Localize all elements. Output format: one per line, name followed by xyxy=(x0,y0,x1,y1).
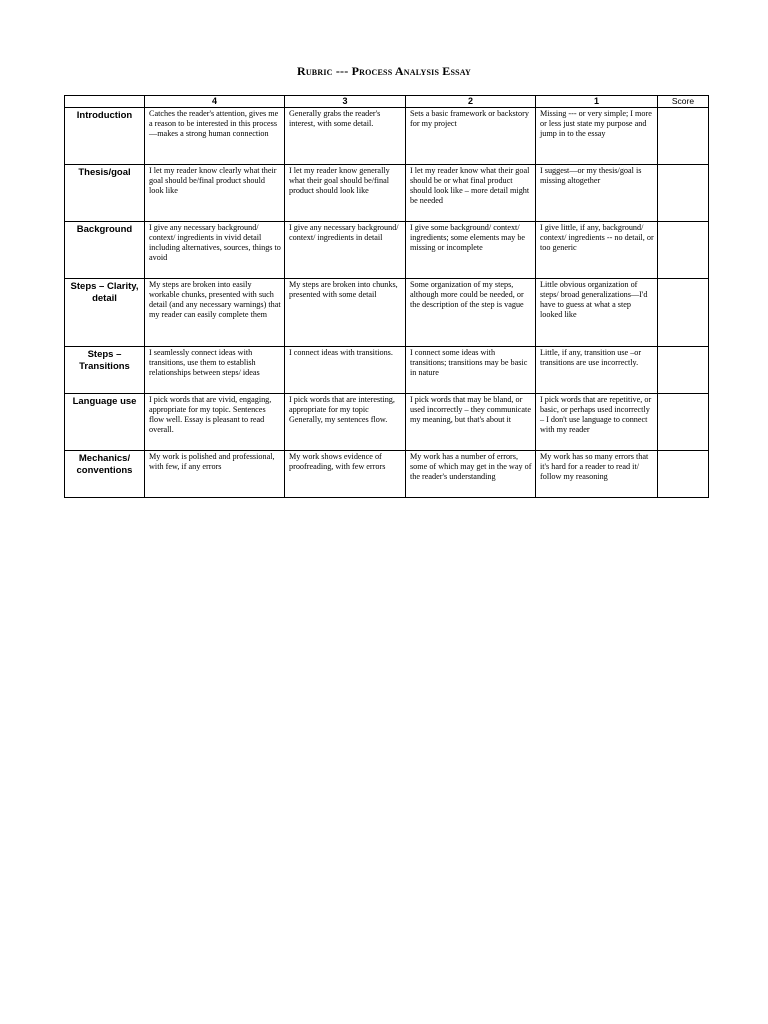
descriptor-1: My work has so many errors that it's hard for a reader to read it/ follow my reasoning xyxy=(536,451,658,498)
score-cell xyxy=(658,394,709,451)
rubric-table xyxy=(64,95,709,498)
descriptor-4: I pick words that are vivid, engaging, appropriate for my topic. Sentences flow well. Essay is pleasant to read overall. xyxy=(145,394,285,451)
descriptor-3: I pick words that are interesting, appropriate for my topic Generally, my sentences flow. xyxy=(285,394,406,451)
criterion-label: Background xyxy=(65,222,145,279)
rubric-row-introduction xyxy=(65,108,709,165)
rubric-row-steps-clarity xyxy=(65,279,709,347)
descriptor-1: Little, if any, transition use –or transitions are use incorrectly. xyxy=(536,347,658,394)
descriptor-2: I connect some ideas with transitions; transitions may be basic in nature xyxy=(406,347,536,394)
header-score-4: 4 xyxy=(145,96,285,108)
header-score-3: 3 xyxy=(285,96,406,108)
rubric-header-row xyxy=(65,96,709,108)
score-cell xyxy=(658,165,709,222)
header-score-1: 1 xyxy=(536,96,658,108)
descriptor-1: Little obvious organization of steps/ broad generalizations—I'd have to guess at what a step looked like xyxy=(536,279,658,347)
descriptor-2: Sets a basic framework or backstory for my project xyxy=(406,108,536,165)
criterion-label: Language use xyxy=(65,394,145,451)
descriptor-2: I give some background/ context/ ingredients; some elements may be missing or incomplete xyxy=(406,222,536,279)
descriptor-4: I give any necessary background/ context/ ingredients in vivid detail including alternatives, sources, things to avoid xyxy=(145,222,285,279)
header-criterion xyxy=(65,96,145,108)
score-cell xyxy=(658,347,709,394)
header-score-2: 2 xyxy=(406,96,536,108)
descriptor-1: I pick words that are repetitive, or basic, or perhaps used incorrectly – I don't use language to connect with my reader xyxy=(536,394,658,451)
descriptor-2: Some organization of my steps, although more could be needed, or the description of the step is vague xyxy=(406,279,536,347)
rubric-row-steps-transitions xyxy=(65,347,709,394)
descriptor-1: I give little, if any, background/ context/ ingredients -- no detail, or too generic xyxy=(536,222,658,279)
page-title: Rubric --- Process Analysis Essay xyxy=(296,64,472,78)
descriptor-3: My work shows evidence of proofreading, with few errors xyxy=(285,451,406,498)
descriptor-2: I pick words that may be bland, or used incorrectly – they communicate my meaning, but that's about it xyxy=(406,394,536,451)
rubric-row-mechanics xyxy=(65,451,709,498)
descriptor-3: Generally grabs the reader's interest, with some detail. xyxy=(285,108,406,165)
criterion-label: Mechanics/ conventions xyxy=(65,451,145,498)
descriptor-1: Missing --- or very simple; I more or less just state my purpose and jump in to the essay xyxy=(536,108,658,165)
rubric-row-thesis-goal xyxy=(65,165,709,222)
descriptor-4: My steps are broken into easily workable chunks, presented with such detail (and any necessary warnings) that my reader can easily complete them xyxy=(145,279,285,347)
descriptor-4: I seamlessly connect ideas with transitions, use them to establish relationships between steps/ ideas xyxy=(145,347,285,394)
descriptor-3: My steps are broken into chunks, presented with some detail xyxy=(285,279,406,347)
criterion-label: Thesis/goal xyxy=(65,165,145,222)
descriptor-3: I let my reader know generally what their goal should be/final product should look like xyxy=(285,165,406,222)
descriptor-2: I let my reader know what their goal should be or what final product should look like – more detail might be needed xyxy=(406,165,536,222)
score-cell xyxy=(658,279,709,347)
descriptor-3: I connect ideas with transitions. xyxy=(285,347,406,394)
score-cell xyxy=(658,222,709,279)
score-cell xyxy=(658,108,709,165)
score-cell xyxy=(658,451,709,498)
criterion-label: Introduction xyxy=(65,108,145,165)
descriptor-4: Catches the reader's attention, gives me a reason to be interested in this process—makes a strong human connection xyxy=(145,108,285,165)
descriptor-1: I suggest—or my thesis/goal is missing altogether xyxy=(536,165,658,222)
criterion-label: Steps – Transitions xyxy=(65,347,145,394)
descriptor-4: I let my reader know clearly what their goal should be/final product should look like xyxy=(145,165,285,222)
descriptor-2: My work has a number of errors, some of which may get in the way of the reader's understanding xyxy=(406,451,536,498)
rubric-row-language-use xyxy=(65,394,709,451)
header-score: Score xyxy=(658,96,709,108)
criterion-label: Steps – Clarity, detail xyxy=(65,279,145,347)
descriptor-3: I give any necessary background/ context/ ingredients in detail xyxy=(285,222,406,279)
descriptor-4: My work is polished and professional, with few, if any errors xyxy=(145,451,285,498)
rubric-row-background xyxy=(65,222,709,279)
